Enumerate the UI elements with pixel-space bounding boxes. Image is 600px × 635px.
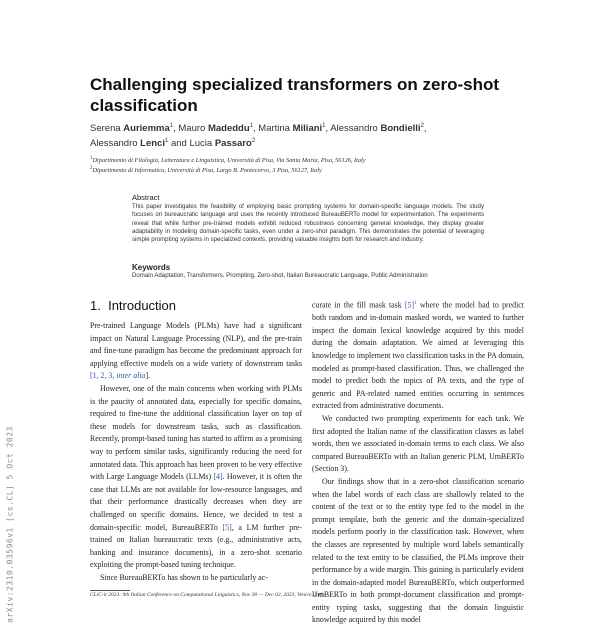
paragraph: However, one of the main concerns when working with PLMs is the paucity of annotated data, especially for specific domains, required to fine-tune the additional classification layer on top of these models for downstream tasks, such as classification. Recently, prompt-based tuning has started to affirm as a promising way to perform similar tasks, significantly reducing the need for annotated data. This approach has been proven to be very effective with Large Language Models (LLMs) [4]. However, it is often the case that LLMs are not available for low-resource languages, and that their performance drastically decreases when they are challenged on specific domains. Hence, we decided to test a domain-specific model, BureauBERTo [5], a LM further pre-trained on Italian bureaucratic texts (e.g., administrative acts, banking and insurance documents), in a zero-shot scenario exploiting the prompt-based tuning technique.: [90, 383, 302, 570]
paragraph: Our findings show that in a zero-shot classification scenario when the label words of each class are shallowly related to the content of the text or to the entity type fed to the model in the prompt template, both the generic and the domain-specialized models perform poorly in the classification task. However, when the classes are represented by multiple word labels semantically related to the text entity to be classified, the PLMs improve their performance by a wide margin. This gaining is particularly evident in the domain-adapted model BureauBERTo, which outperformed UmBERTo in both prompt-document classification and prompt-entity typing tasks, suggesting that the domain linguistic knowledge acquired by this model: [312, 476, 524, 625]
keywords-heading: Keywords: [132, 263, 171, 272]
paragraph: We conducted two prompting experiments for each task. We first adopted the Italian name of the classification classes as label words, then we associated in-domain terms to each class. We also compared BureauBERTo with an Italian generic PLM, UmBERTo (Section 3).: [312, 413, 524, 474]
author-conjunction: and: [170, 138, 187, 149]
abstract-text: This paper investigates the feasibility of employing basic prompting systems for domain-specific language models. The study focuses on bureaucratic language and uses the recently introduced BureauBERTo model for experimentation. The experiments reveal that while further pre-trained models exhibit reduced robustness concerning general knowledge, they display greater adaptability in modeling domain-specific tasks, even under a zero-shot paradigm. This demonstrates the potential of leveraging simple prompting systems in specialized contexts, providing valuable insights both for research and industry.: [132, 203, 484, 244]
author-name[interactable]: Alessandro Lenci: [90, 138, 165, 149]
footnote-marker[interactable]: 1: [414, 301, 417, 306]
affiliation-marker: 2: [420, 122, 424, 129]
author-name[interactable]: Serena Auriemma: [90, 123, 170, 134]
affiliation-marker: 1: [322, 122, 326, 129]
affiliation-marker: 1: [164, 137, 169, 144]
affiliations: [90, 156, 530, 176]
paragraph: Pre-trained Language Models (PLMs) have had a significant impact on Natural Language Processing (NLP), and the pre-train and fine-tune paradigm has become the predominant approach for applying effective models on a wide variety of downstream tasks [1, 2, 3, inter alia].: [90, 321, 302, 381]
keywords-block: [132, 263, 484, 281]
arxiv-identifier: arXiv:2310.03596v1 [cs.CL] 5 Oct 2023: [5, 426, 15, 623]
paper-title: Challenging specialized transformers on zero-shot classification: [90, 75, 500, 115]
affiliation-marker: 1: [169, 122, 174, 129]
affiliation-marker: 1: [249, 122, 253, 129]
citation-link[interactable]: [5]: [222, 522, 232, 532]
abstract-heading: Abstract: [132, 193, 160, 202]
body-column-right: [312, 298, 524, 627]
author-name[interactable]: Lucia Passaro: [189, 138, 252, 149]
author-name[interactable]: Mauro Madeddu: [178, 123, 250, 134]
conference-footnote: CLiC-it 2023: 9th Italian Conference on Computational Linguistics, Nov 30 — Dec 02, 2023, Venice, Italy: [90, 592, 325, 598]
paragraph: Since BureauBERTo has shown to be particularly ac-: [100, 572, 268, 582]
keywords-text: Domain Adaptation, Transformers, Prompting, Zero-shot, Italian Bureaucratic Language, Public Administration: [132, 272, 428, 279]
affiliation-line: $^2$Dipartimento di Informatica, Università di Pisa, Largo B. Pontecorvo, 3 Pisa, 56127, Italy: [90, 165, 322, 174]
affiliation-line: $^1$Dipartimento di Filologia, Letteratura e Linguistica, Università di Pisa, Via Santa Maria, Pisa, 56126, Italy: [90, 155, 366, 164]
author-list: Serena Auriemma$^1$, Mauro Madeddu$^1$, Martina Miliani$^1$, Alessandro Bondielli$^2$, Alessandro Lenci$^1$ and Lucia Passaro$^2$: [90, 122, 427, 149]
citation-link[interactable]: [5]: [404, 300, 415, 310]
author-name[interactable]: Martina Miliani: [258, 123, 323, 134]
section-heading-introduction: 1. Introduction: [90, 298, 177, 313]
body-column-left: [90, 320, 302, 584]
abstract-block: [132, 193, 484, 244]
citation-link[interactable]: [1, 2, 3, inter alia: [90, 371, 146, 381]
author-name[interactable]: Alessandro Bondielli: [330, 123, 421, 134]
footnote-divider: [90, 590, 130, 591]
affiliation-marker: 2: [251, 137, 256, 144]
paragraph: curate in the fill mask task [5]$^1$ where the model had to predict both random and in-domain masked words, we wanted to further inspect the domain lexical knowledge acquired by this model during the domain adaptation. We aimed at leveraging this knowledge to implement two classification tasks in the PA domain, modeled as prompt-based classification. Thus, we challenged the model to predict both the topics of PA texts, and the type of generic and PA-related named entities occurring in sentences extracted from administrative documents.: [312, 300, 524, 411]
citation-link[interactable]: [4]: [213, 472, 223, 482]
